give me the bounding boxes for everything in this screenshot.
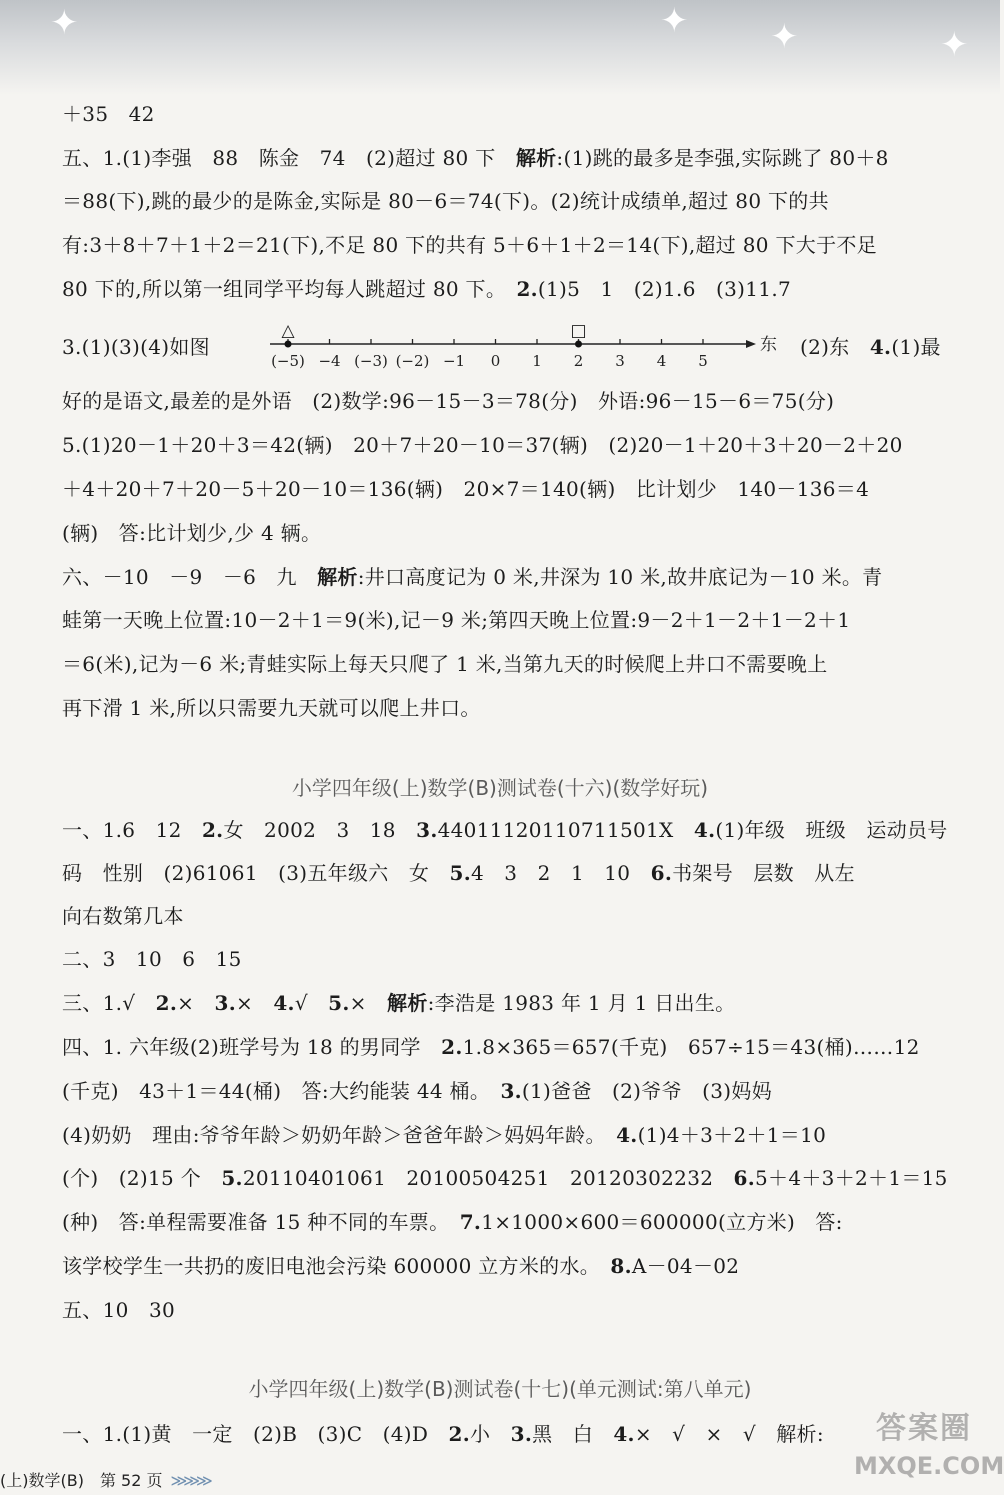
answer-line: ＝88(下),跳的最少的是陈金,实际是 80－6＝74(下)。(2)统计成绩单,超过 80 下的共	[62, 189, 829, 213]
answer-line: 二、3 10 6 15	[62, 947, 242, 971]
axis-arrow-icon	[746, 340, 756, 348]
watermark-top: 答案圈	[876, 1411, 972, 1446]
answer-line: 80 下的,所以第一组同学平均每人跳超过 80 下。 2.(1)5 1 (2)1.6 (3)11.7	[62, 277, 791, 301]
direction-label: 东	[760, 335, 777, 355]
tick-label: (−2)	[395, 352, 430, 370]
point-dot	[575, 341, 582, 348]
watermark-logo	[854, 1407, 1004, 1491]
answer-line: 蛙第一天晚上位置:10－2＋1＝9(米),记－9 米;第四天晚上位置:9－2＋1－2＋1－2＋1	[62, 608, 851, 632]
answer-line: 一、1.6 12 2.女 2002 3 18 3.44011120110711501X 4.(1)年级 班级 运动员号	[62, 818, 948, 842]
answer-line: 再下滑 1 米,所以只需要九天就可以爬上井口。	[62, 696, 481, 720]
point-dot	[285, 341, 292, 348]
tick-label: 2	[573, 352, 584, 370]
tick-label: 1	[532, 352, 542, 370]
answer-line: 向右数第几本	[62, 904, 184, 928]
footer-text: (上)数学(B) 第 52 页	[0, 1471, 163, 1490]
tick-label: −4	[318, 352, 341, 370]
answer-line: ＝6(米),记为－6 米;青蛙实际上每天只爬了 1 米,当第九天的时候爬上井口不需要晚上	[62, 652, 828, 676]
tick-label: (−3)	[354, 352, 388, 370]
answer-line: (辆) 答:比计划少,少 4 辆。	[62, 521, 322, 545]
tick-label: 3	[615, 352, 625, 370]
answer-line: ＋35 42	[62, 102, 155, 126]
page-footer	[0, 1467, 300, 1495]
answer-line: 有:3＋8＋7＋1＋2＝21(下),不足 80 下的共有 5＋6＋1＋2＝14(下),超过 80 下大于不足	[62, 233, 877, 257]
section-title: 小学四年级(上)数学(B)测试卷(十六)(数学好玩)	[291, 776, 709, 800]
answer-line: (4)奶奶 理由:爷爷年龄＞奶奶年龄＞爸爸年龄＞妈妈年龄。 4.(1)4＋3＋2＋1＝10	[62, 1123, 827, 1147]
sparkle-icon: ✦	[770, 17, 799, 57]
arrow-decoration-icon: ≫≫≫	[170, 1471, 209, 1490]
section-title: 小学四年级(上)数学(B)测试卷(十七)(单元测试:第八单元)	[248, 1377, 752, 1401]
point-marker-icon: △	[281, 321, 295, 341]
answer-line: 三、1.√ 2.× 3.× 4.√ 5.× 解析:李浩是 1983 年 1 月 1 日出生。	[62, 991, 736, 1015]
answer-line: 3.(1)(3)(4)如图	[62, 335, 210, 359]
answer-line: 五、10 30	[62, 1298, 175, 1322]
tick-label: −1	[442, 352, 466, 370]
tick-label: 5	[698, 352, 708, 370]
answer-line: (种) 答:单程需要准备 15 种不同的车票。 7.1×1000×600＝600000(立方米) 答:	[62, 1210, 843, 1234]
tick-label: 0	[490, 352, 501, 370]
answer-line: 六、－10 －9 －6 九 解析:井口高度记为 0 米,井深为 10 米,故井底记为－10 米。青	[62, 565, 883, 589]
answer-line: 该学校学生一共扔的废旧电池会污染 600000 立方米的水。 8.A－04－02	[62, 1254, 740, 1278]
point-marker-icon: □	[570, 321, 587, 341]
answer-line: 五、1.(1)李强 88 陈金 74 (2)超过 80 下 解析:(1)跳的最多是李强,实际跳了 80＋8	[62, 146, 889, 170]
tick-label: (−5)	[271, 352, 305, 370]
answer-line: 一、1.(1)黄 一定 (2)B (3)C (4)D 2.小 3.黑 白 4.× √ × √ 解析:	[62, 1422, 824, 1446]
answer-line: 5.(1)20－1＋20＋3＝42(辆) 20＋7＋20－10＝37(辆) (2)20－1＋20＋3＋20－2＋20	[62, 433, 903, 457]
tick-label: 4	[656, 352, 667, 370]
answer-line: ＋4＋20＋7＋20－5＋20－10＝136(辆) 20×7＝140(辆) 比计划少 140－136＝4	[62, 477, 870, 501]
sparkle-icon: ✦	[660, 1, 689, 41]
answer-line: 好的是语文,最差的是外语 (2)数学:96－15－3＝78(分) 外语:96－15－6＝75(分)	[62, 389, 835, 413]
answer-line: (个) (2)15 个 5.20110401061 20100504251 20120302232 6.5＋4＋3＋2＋1＝15	[62, 1166, 948, 1190]
answer-line: (2)东 4.(1)最	[800, 335, 941, 359]
watermark-bottom: MXQE.COM	[854, 1452, 1004, 1480]
sparkle-icon: ✦	[50, 3, 79, 43]
header-decoration	[0, 0, 1000, 95]
answer-line: (千克) 43＋1＝44(桶) 答:大约能装 44 桶。 3.(1)爸爸 (2)爷爷 (3)妈妈	[62, 1079, 773, 1103]
sparkle-icon: ✦	[940, 25, 969, 65]
answer-line: 码 性别 (2)61061 (3)五年级六 女 5.4 3 2 1 10 6.书架号 层数 从左	[62, 861, 855, 885]
number-line-diagram	[268, 316, 777, 376]
answer-line: 四、1. 六年级(2)班学号为 18 的男同学 2.1.8×365＝657(千克) 657÷15＝43(桶)……12	[62, 1035, 920, 1059]
